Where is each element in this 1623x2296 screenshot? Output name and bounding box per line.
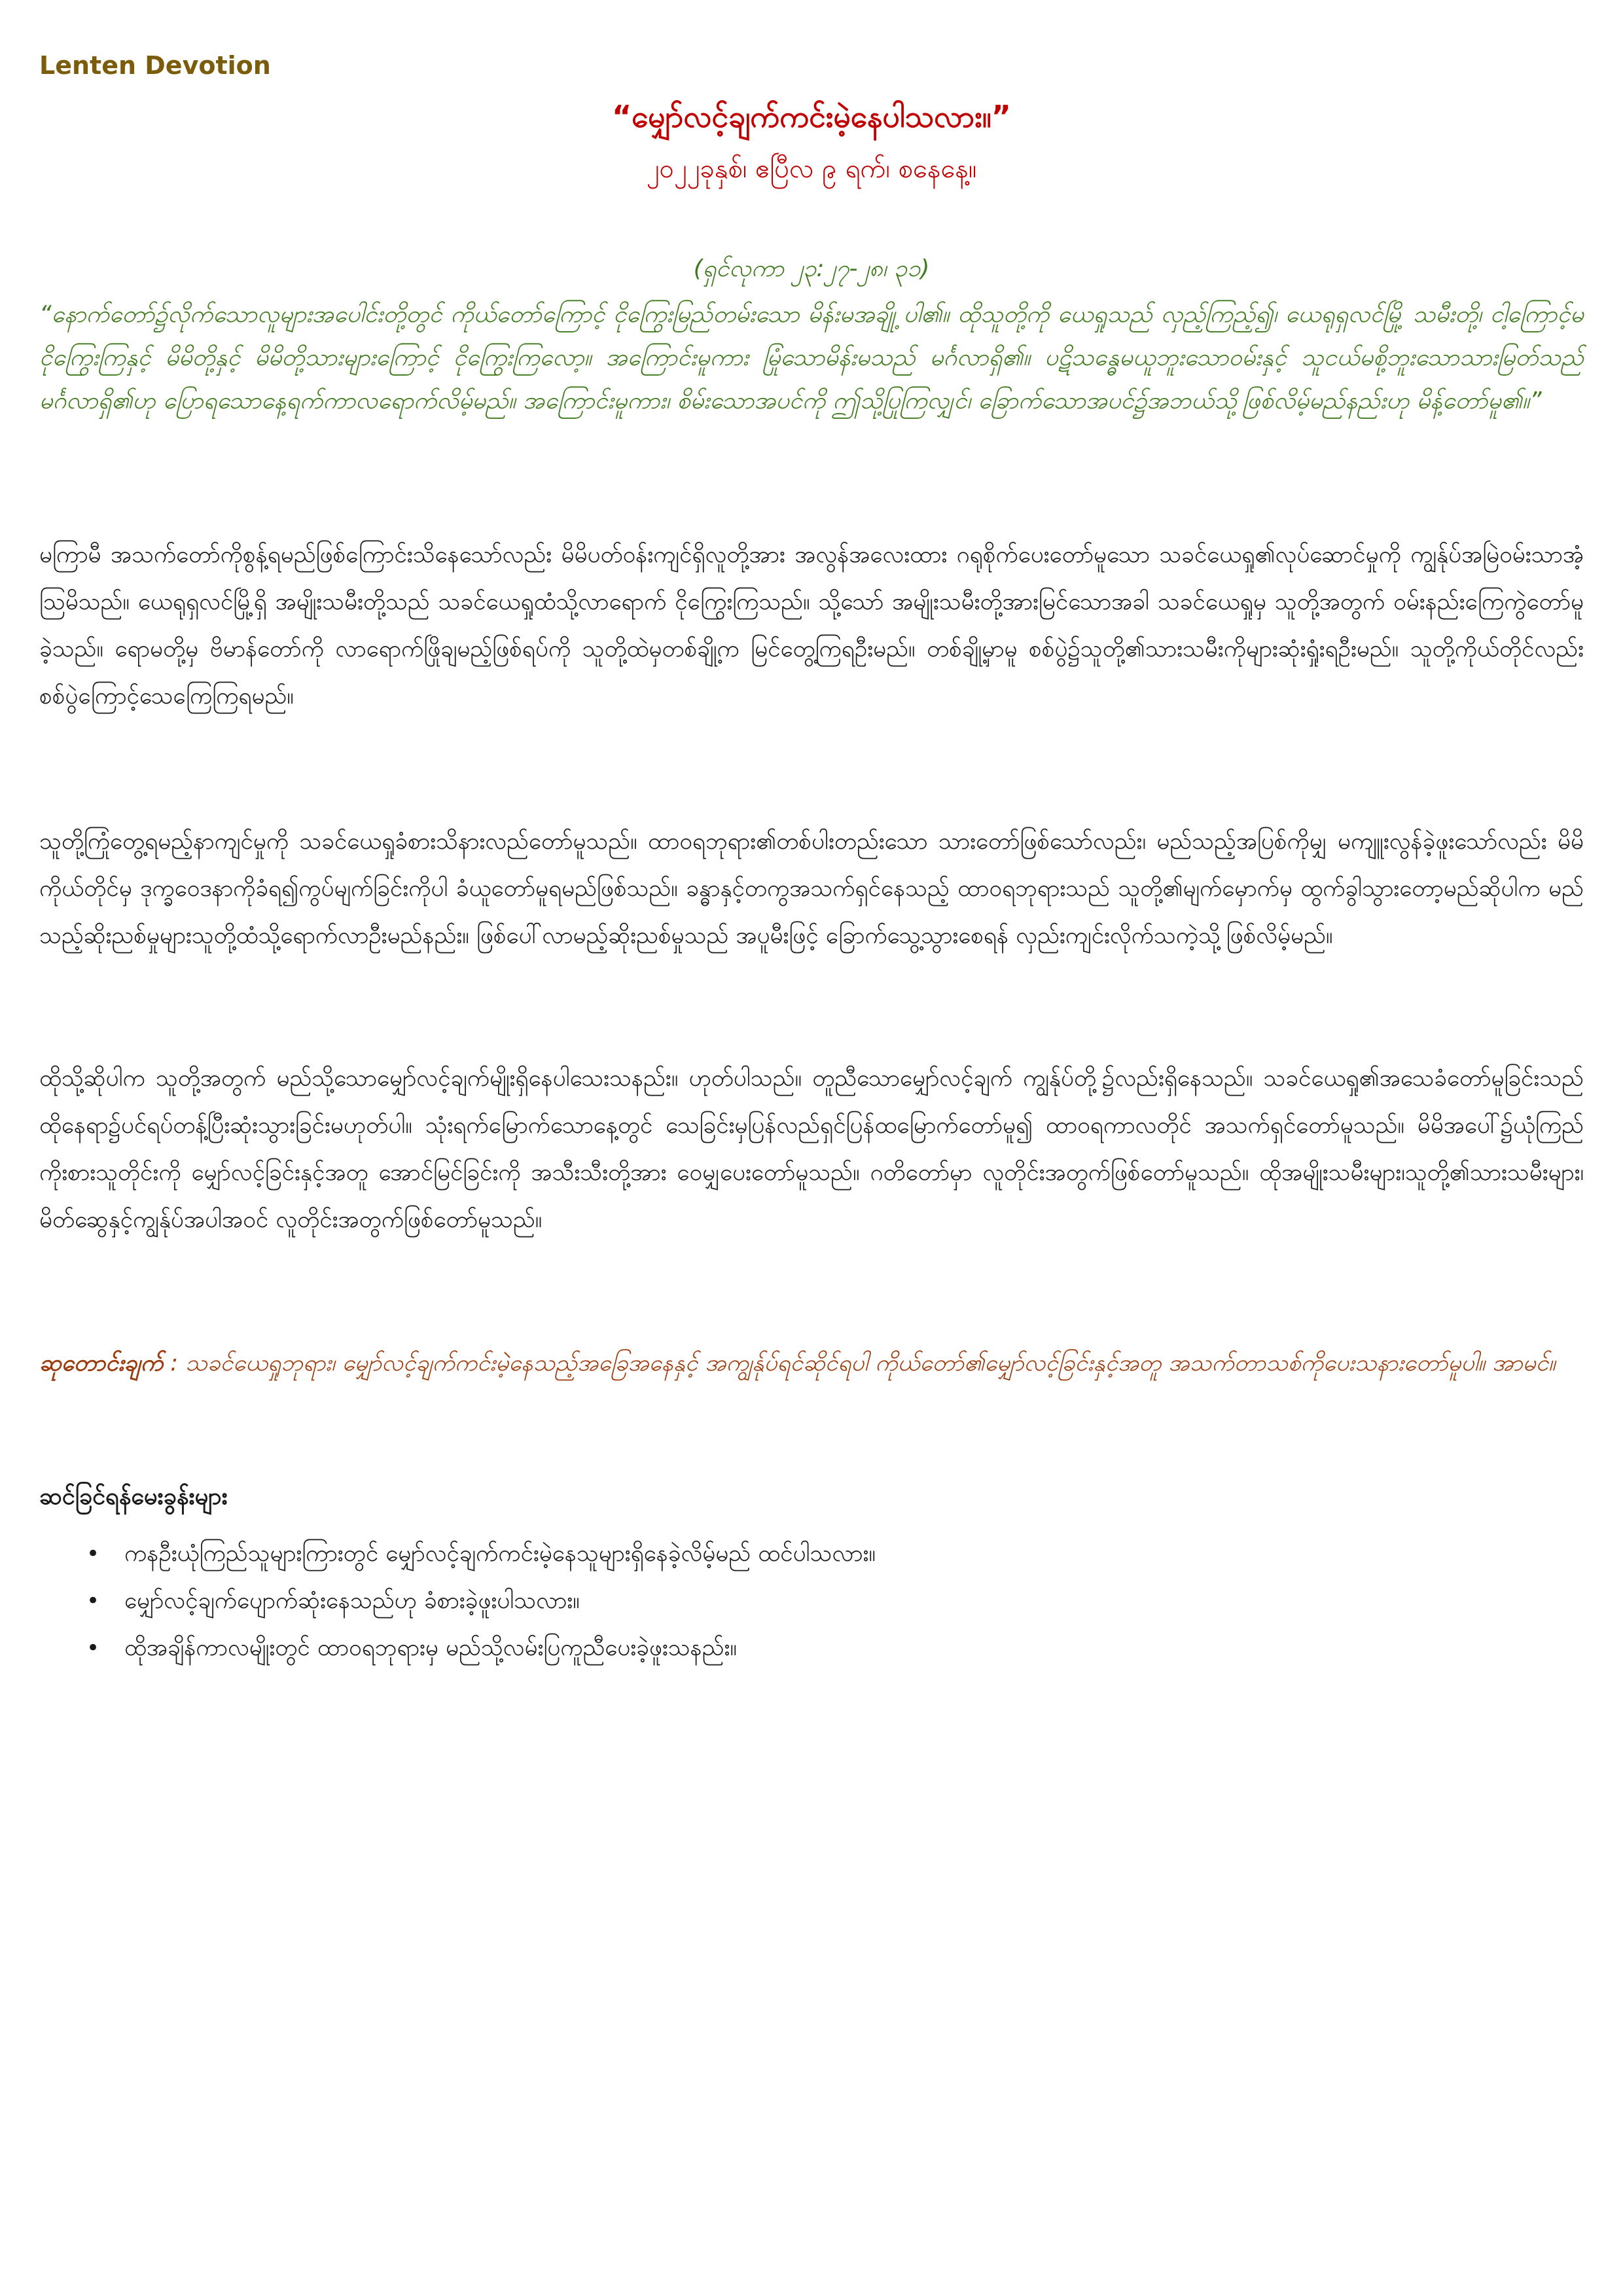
date-line: ၂၀၂၂ခုနှစ်၊ ဧပြီလ ၉ ရက်၊ စနေနေ့။ — [646, 154, 977, 184]
prayer-text: သခင်ယေရှုဘုရား၊ မျှော်လင့်ချက်ကင်းမဲ့နေသည့်အခြေအနေနှင့် အကျွန်ုပ်ရင်ဆိုင်ရပါ ကိုယ်တော်၏မျှော်လင့်ခြင်းနှင့်အတူ အသက်တာသစ်ကိုပေးသနားတော်မူပါ။ အာမင်။ — [185, 1350, 1556, 1376]
page-title: “မျှော်လင့်ချက်ကင်းမဲ့နေပါသလား။” — [611, 99, 1012, 134]
header-label: Lenten Devotion — [39, 51, 271, 80]
prayer-label: ဆုတောင်းချက် — [39, 1350, 164, 1376]
question-text-3: ထိုအချိန်ကာလမျိုးတွင် ထာဝရဘုရားမှ မည်သို့လမ်းပြကူညီပေးခဲ့ဖူးသနည်း။ — [124, 1635, 737, 1661]
prayer-block — [39, 1340, 1584, 1386]
scripture-text: “နောက်တော်၌လိုက်သောလူများအပေါင်းတို့တွင် ကိုယ်တော်ကြောင့် ငိုကြွေးမြည်တမ်းသော မိန်းမအချို့ ပါ၏။ ထိုသူတို့ကို ယေရှုသည် လှည့်ကြည့်၍၊ ယေရုရှလင်မြို့ သမီးတို့၊ ငါ့ကြောင့်မငိုကြွေးကြနှင့် မိမိတို့နှင့် မိမိတို့သားများကြောင့် ငိုကြွေးကြလော့။ အကြောင်းမူကား မြုံသောမိန်းမသည် မင်္ဂလာရှိ၏။ ပဋိသန္ဓေမယူဘူးသောဝမ်းနှင့် သူငယ်မစို့ဘူးသောသားမြတ်သည် မင်္ဂလာရှိ၏ဟု ပြောရသောနေ့ရက်ကာလရောက်လိမ့်မည်။ အကြောင်းမူကား၊ စိမ်းသောအပင်ကို ဤသို့ပြုကြလျှင်၊ ခြောက်သောအပင်၌အဘယ်သို့ဖြစ်လိမ့်မည်နည်းဟု မိန့်တော်မူ၏။” — [39, 301, 1584, 414]
bullet-icon: • — [86, 1541, 100, 1567]
bullet-icon: • — [86, 1635, 100, 1661]
question-item-1 — [39, 1530, 1584, 1577]
question-text-1: ကနဦးယုံကြည်သူများကြားတွင် မျှော်လင့်ချက်ကင်းမဲ့နေသူများရှိနေခဲ့လိမ့်မည် ထင်ပါသလား။ — [124, 1541, 876, 1567]
scripture-reference: (ရှင်လုကာ ၂၃:၂၇-၂၈၊ ၃၁) — [693, 255, 930, 282]
question-item-2 — [39, 1577, 1584, 1624]
body-paragraph-3: ထိုသို့ဆိုပါက သူတို့အတွက် မည်သို့သောမျှော်လင့်ချက်မျိုးရှိနေပါသေးသနည်း။ ဟုတ်ပါသည်။ တူညီသောမျှော်လင့်ချက် ကျွန်ုပ်တို့၌လည်းရှိနေသည်။ သခင်ယေရှု၏အသေခံတော်မူခြင်းသည် ထိုနေရာ၌ပင်ရပ်တန့်ပြီးဆုံးသွားခြင်းမဟုတ်ပါ။ သုံးရက်မြောက်သောနေ့တွင် သေခြင်းမှပြန်လည်ရှင်ပြန်ထမြောက်တော်မူ၍ ထာဝရကာလတိုင် အသက်ရှင်တော်မူသည်။ မိမိအပေါ်၌ယုံကြည်ကိုးစားသူတိုင်းကို မျှော်လင့်ခြင်းနှင့်အတူ အောင်မြင်ခြင်းကို အသီးသီးတို့အား ဝေမျှပေးတော်မူသည်။ ဂတိတော်မှာ လူတိုင်းအတွက်ဖြစ်တော်မူသည်။ ထိုအမျိုးသမီးများ၊သူတို့၏သားသမီးများ၊ မိတ်ဆွေနှင့်ကျွန်ုပ်အပါအဝင် လူတိုင်းအတွက်ဖြစ်တော်မူသည်။ — [39, 1066, 1584, 1233]
questions-heading: ဆင်ခြင်ရန်မေးခွန်းများ — [39, 1483, 228, 1510]
scripture-block — [39, 247, 1584, 423]
body-paragraph-1: မကြာမီ အသက်တော်ကိုစွန့်ရမည်ဖြစ်ကြောင်းသိနေသော်လည်း မိမိပတ်ဝန်းကျင်ရှိလူတို့အား အလွန်အလေးထား ဂရုစိုက်ပေးတော်မူသော သခင်ယေရှု၏လုပ်ဆောင်မှုကို ကျွန်ုပ်အမြဲဝမ်းသာအံ့သြမိသည်။ ယေရုရှလင်မြို့ရှိ အမျိုးသမီးတို့သည် သခင်ယေရှုထံသို့လာရောက် ငိုကြွေးကြသည်။ သို့သော် အမျိုးသမီးတို့အားမြင်သောအခါ သခင်ယေရှုမှ သူတို့အတွက် ဝမ်းနည်းကြေကွဲတော်မူခဲ့သည်။ ရောမတို့မှ ဗိမာန်တော်ကို လာရောက်ဖြိုချမည့်ဖြစ်ရပ်ကို သူတို့ထဲမှတစ်ချို့က မြင်တွေ့ကြရဦးမည်။ တစ်ချို့မှာမူ စစ်ပွဲ၌သူတို့၏သားသမီးကိုများဆုံးရှုံးရဦးမည်။ သူတို့ကိုယ်တိုင်လည်း စစ်ပွဲကြောင့်သေကြေကြရမည်။ — [39, 542, 1584, 709]
prayer-separator: : — [163, 1350, 186, 1376]
body-paragraph-2: သူတို့ကြုံတွေ့ရမည့်နာကျင်မှုကို သခင်ယေရှုခံစားသိနားလည်တော်မူသည်။ ထာဝရဘုရား၏တစ်ပါးတည်းသော သားတော်ဖြစ်သော်လည်း၊ မည်သည့်အပြစ်ကိုမျှ မကျူးလွန်ခဲ့ဖူးသော်လည်း မိမိကိုယ်တိုင်မှ ဒုက္ခဝေဒနာကိုခံရ၍ကွပ်မျက်ခြင်းကိုပါ ခံယူတော်မူရမည်ဖြစ်သည်။ ခန္ဓာနှင့်တကွအသက်ရှင်နေသည့် ထာဝရဘုရားသည် သူတို့၏မျက်မှောက်မှ ထွက်ခွါသွားတော့မည်ဆိုပါက မည်သည့်ဆိုးညစ်မှုများသူတို့ထံသို့ရောက်လာဦးမည်နည်း။ ဖြစ်ပေါ်လာမည့်ဆိုးညစ်မှုသည် အပူမီးဖြင့် ခြောက်သွေ့သွားစေရန် လှည်းကျင်းလိုက်သကဲ့သို့ဖြစ်လိမ့်မည်။ — [39, 829, 1584, 949]
question-item-3 — [39, 1624, 1584, 1672]
question-text-2: မျှော်လင့်ချက်ပျောက်ဆုံးနေသည်ဟု ခံစားခဲ့ဖူးပါသလား။ — [124, 1588, 580, 1614]
questions-list — [39, 1530, 1584, 1672]
bullet-icon: • — [86, 1588, 100, 1614]
